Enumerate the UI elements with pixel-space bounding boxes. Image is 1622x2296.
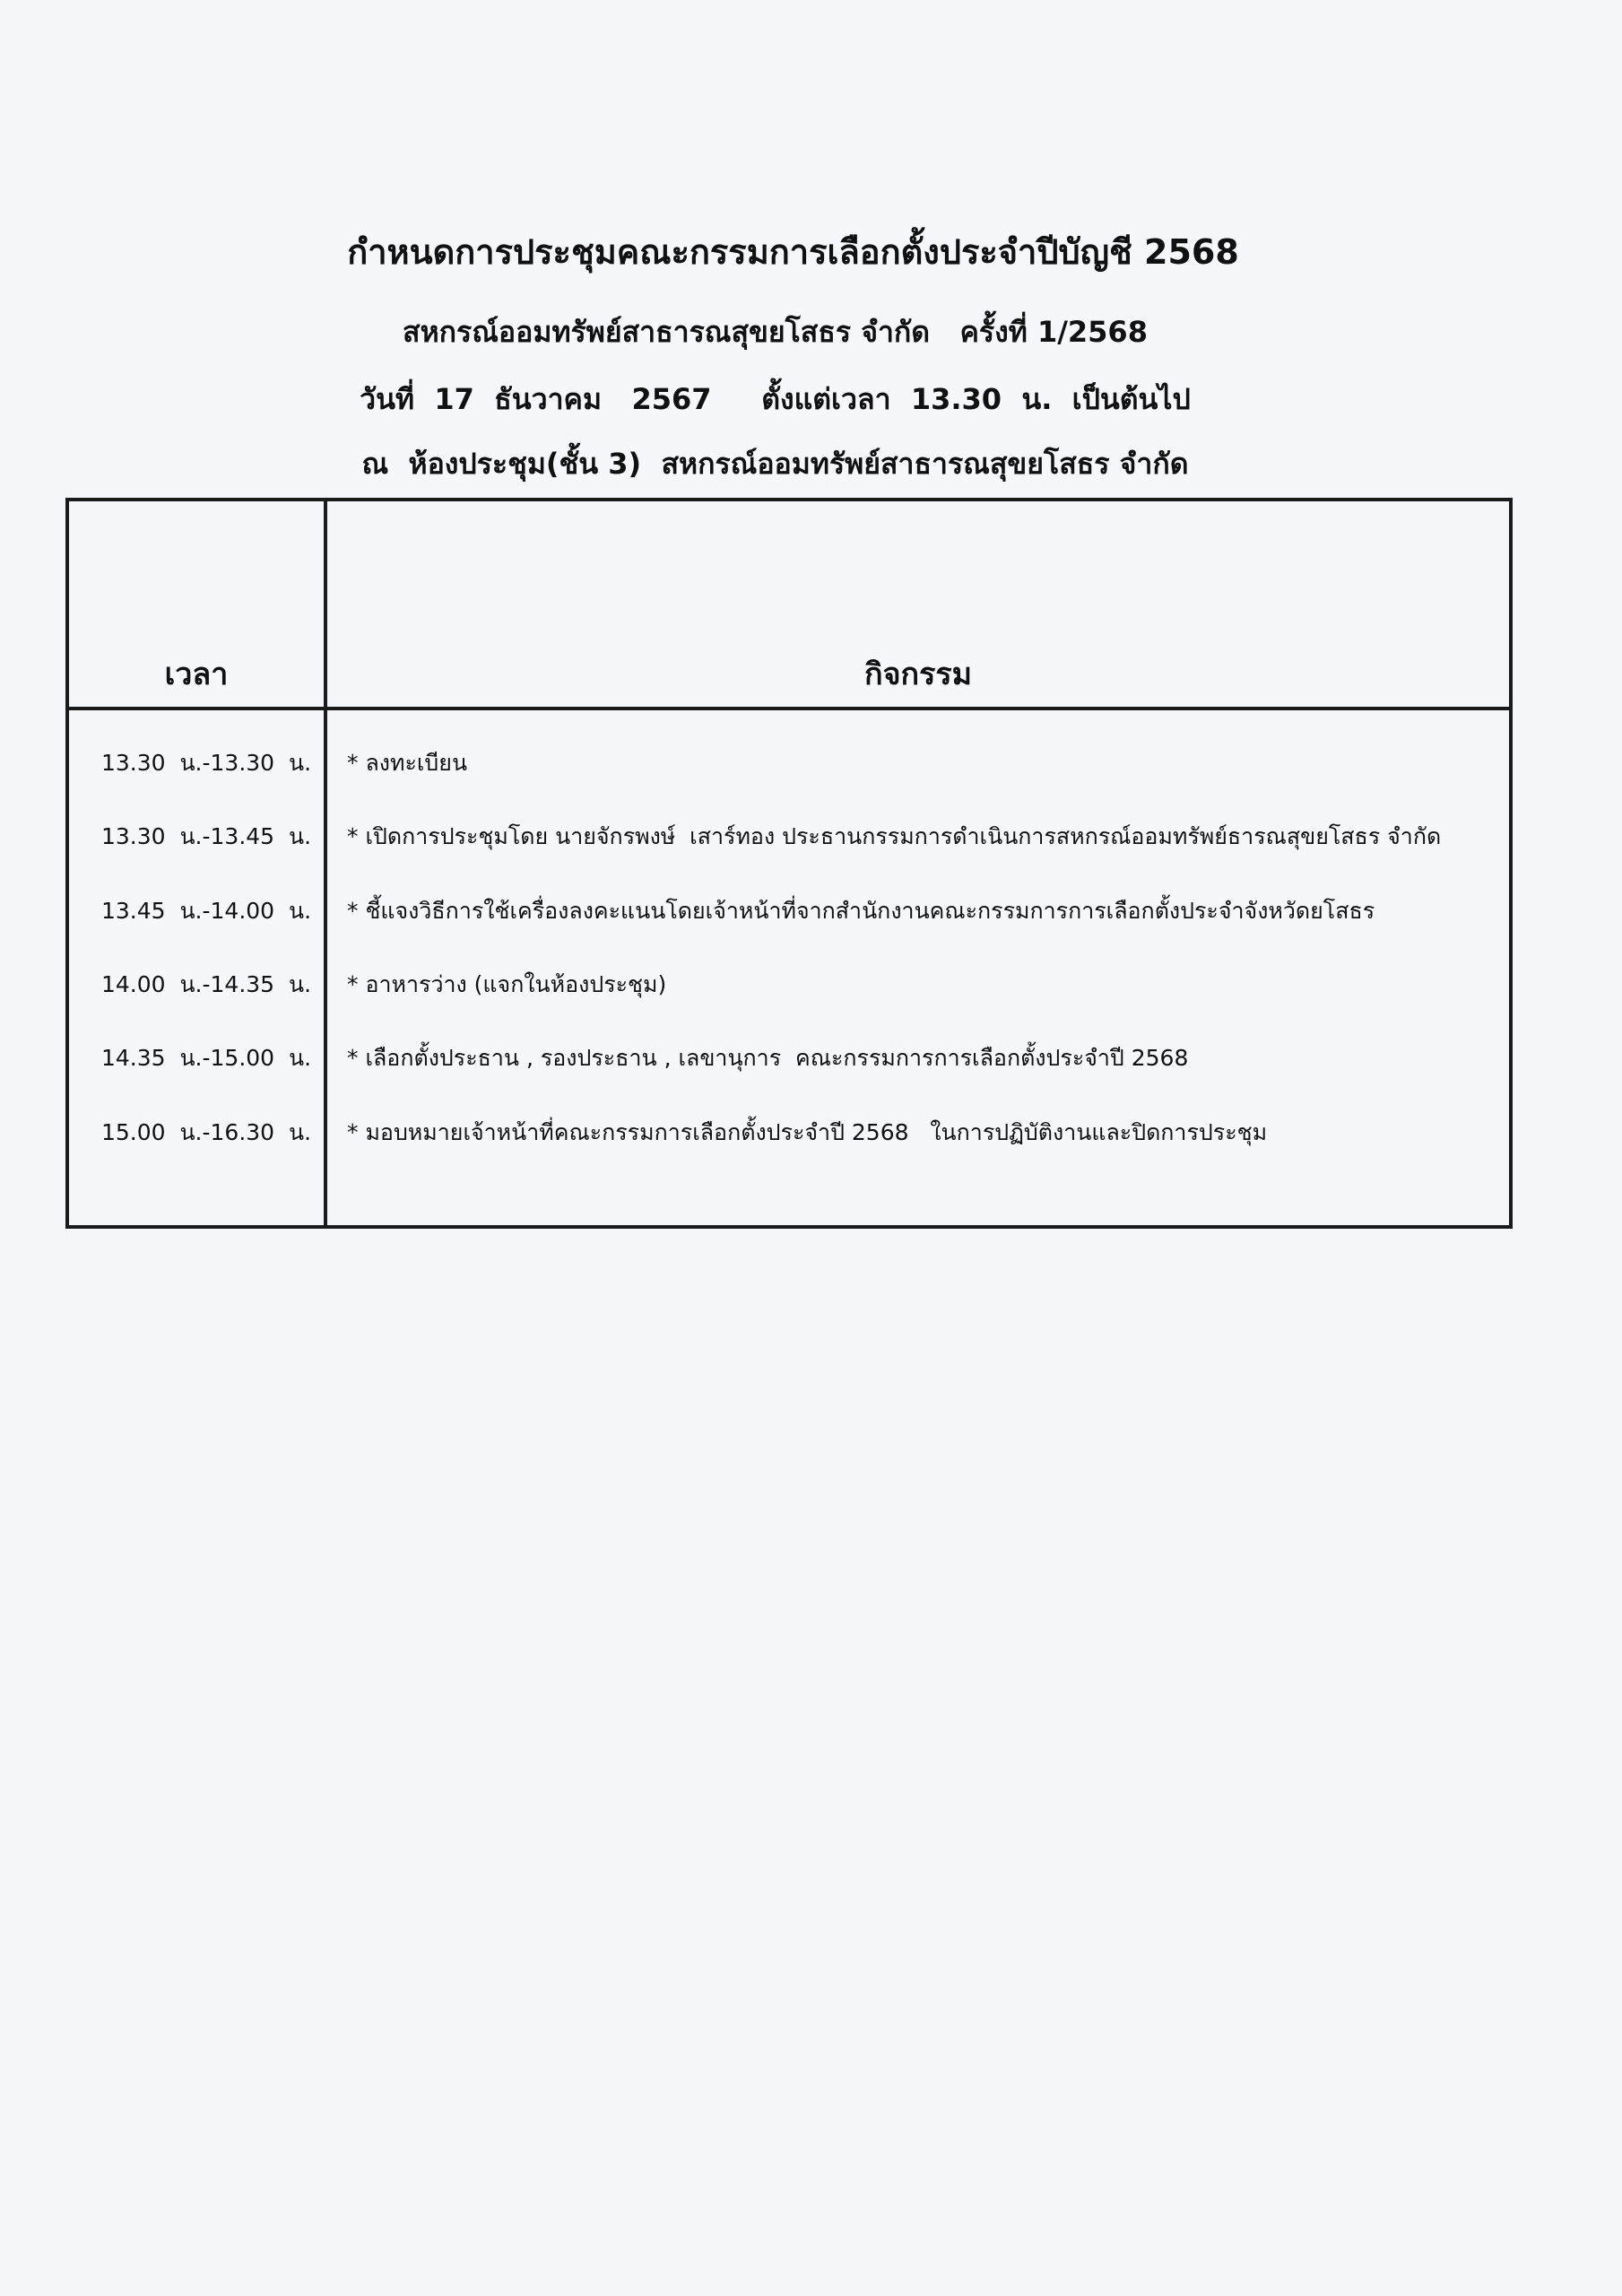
- row-time: 13.30 น.-13.45 น.: [101, 823, 312, 849]
- row-time: 15.00 น.-16.30 น.: [101, 1119, 312, 1145]
- row-activity: * ชี้แจงวิธีการใช้เครื่องลงคะแนนโดยเจ้าหน้าที่จากสำนักงานคณะกรรมการการเลือกตั้งประจำจังหวัดยโสธร: [347, 898, 1375, 924]
- organization-session-line: สหกรณ์ออมทรัพย์สาธารณสุขยโสธร จำกัด ครั้งที่ 1/2568: [403, 315, 1148, 349]
- row-activity: * อาหารว่าง (แจกในห้องประชุม): [347, 971, 667, 997]
- time-column-header: เวลา: [164, 657, 229, 692]
- table-row: [69, 967, 1509, 1021]
- row-time: 14.35 น.-15.00 น.: [101, 1045, 312, 1071]
- header-rule: [69, 707, 1509, 710]
- row-activity: * ลงทะเบียน: [347, 750, 468, 776]
- table-row: [69, 819, 1509, 873]
- document-title: กำหนดการประชุมคณะกรรมการเลือกตั้งประจำปีบัญชี 2568: [347, 232, 1239, 272]
- row-activity: * มอบหมายเจ้าหน้าที่คณะกรรมการเลือกตั้งประจำปี 2568 ในการปฏิบัติงานและปิดการประชุม: [347, 1119, 1268, 1145]
- row-time: 14.00 น.-14.35 น.: [101, 971, 312, 997]
- row-time: 13.45 น.-14.00 น.: [101, 898, 312, 924]
- date-time-line: วันที่ 17 ธันวาคม 2567 ตั้งแต่เวลา 13.30 น. เป็นต้นไป: [360, 382, 1191, 416]
- row-time: 13.30 น.-13.30 น.: [101, 750, 312, 776]
- row-activity: * เปิดการประชุมโดย นายจักรพงษ์ เสาร์ทอง ประธานกรรมการดำเนินการสหกรณ์ออมทรัพย์ธารณสุขยโสธร จำกัด: [347, 823, 1442, 849]
- table-row: [69, 893, 1509, 947]
- row-activity: * เลือกตั้งประธาน , รองประธาน , เลขานุการ คณะกรรมการการเลือกตั้งประจำปี 2568: [347, 1045, 1189, 1071]
- table-row: [69, 745, 1509, 799]
- table-row: [69, 1115, 1509, 1169]
- venue-line: ณ ห้องประชุม(ชั้น 3) สหกรณ์ออมทรัพย์สาธารณสุขยโสธร จำกัด: [361, 447, 1189, 481]
- activity-column-header: กิจกรรม: [863, 657, 973, 692]
- schedule-table: [65, 498, 1513, 1229]
- table-row: [69, 1040, 1509, 1094]
